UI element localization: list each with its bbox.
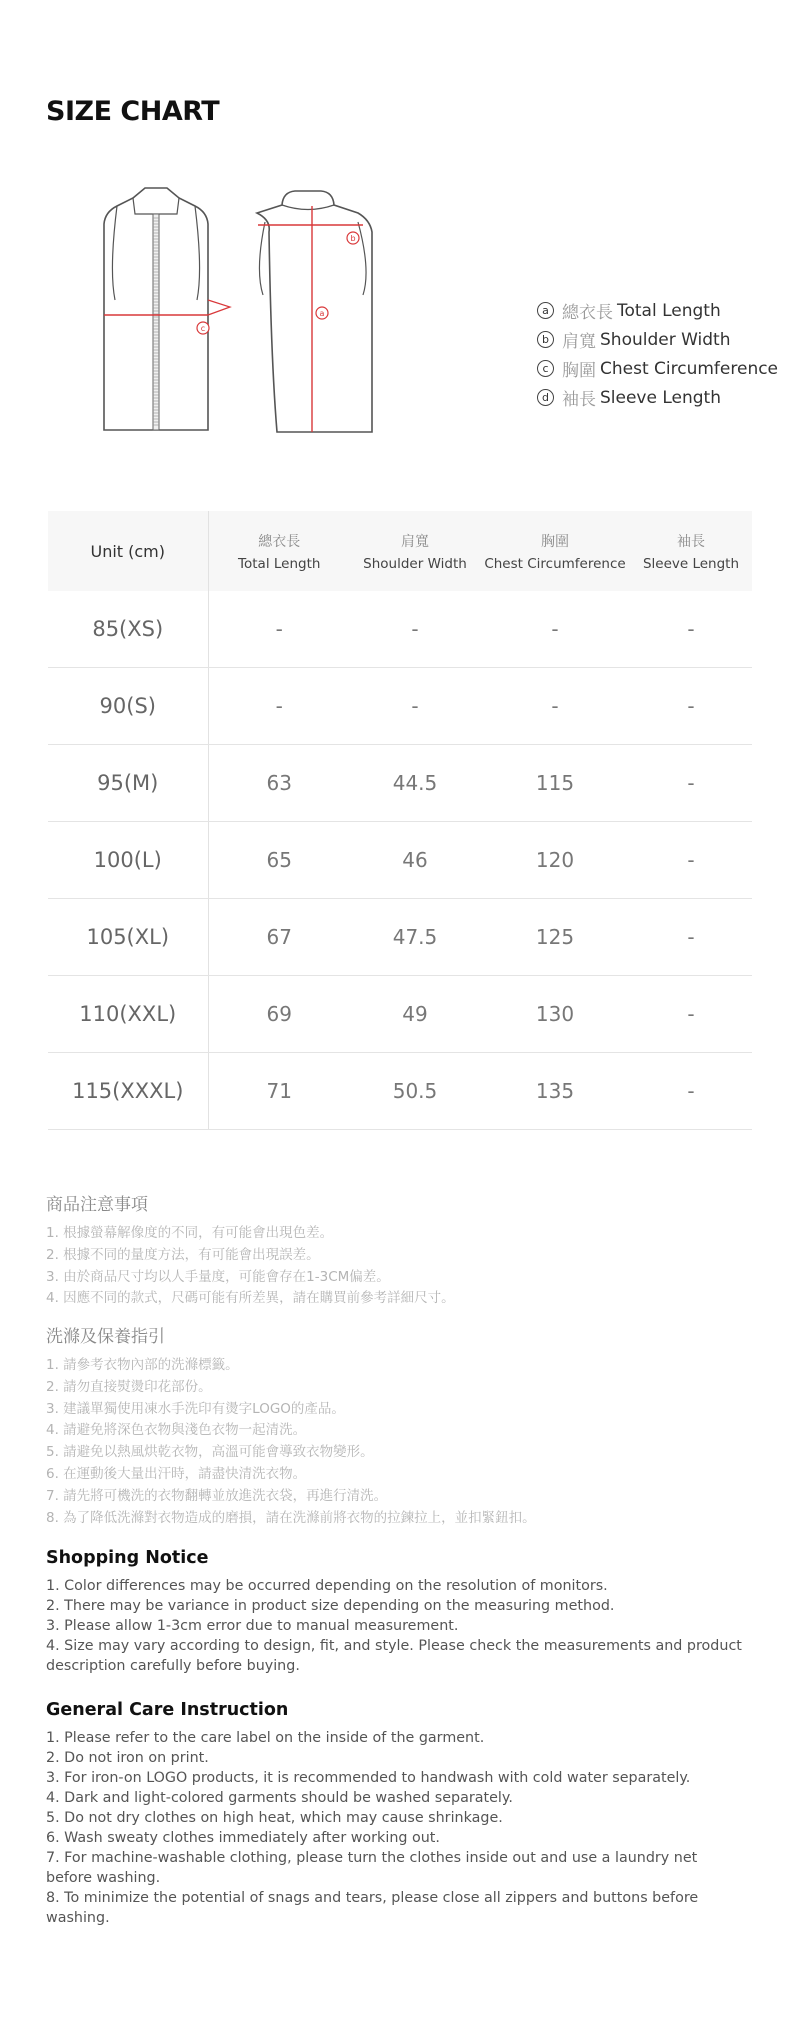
front-zipper	[153, 214, 159, 430]
table-cell: -	[630, 822, 752, 899]
legend-item-shoulder-width	[537, 325, 778, 354]
legend-label-en: Sleeve Length	[600, 387, 721, 408]
table-header-row	[48, 511, 752, 591]
table-cell: 67	[208, 899, 350, 976]
mark-a-badge	[316, 307, 328, 319]
table-row	[48, 668, 752, 745]
list-item: 2. Do not iron on print.	[46, 1750, 209, 1766]
list-item: 8. To minimize the potential of snags and tears, please close all zippers and buttons before washing.	[46, 1890, 699, 1926]
list-item: 4. 因應不同的款式，尺碼可能有所差異，請在購買前參考詳細尺寸。	[46, 1290, 455, 1307]
table-cell: 125	[480, 899, 630, 976]
table-cell: -	[630, 668, 752, 745]
table-cell: -	[630, 976, 752, 1053]
list-item: 5. 請避免以熱風烘乾衣物，高溫可能會導致衣物變形。	[46, 1444, 374, 1461]
table-cell: 115	[480, 745, 630, 822]
list-item: 7. For machine-washable clothing, please turn the clothes inside out and use a laundry net before washing.	[46, 1850, 698, 1886]
column-header-zh: 肩寬	[401, 533, 429, 550]
table-row	[48, 745, 752, 822]
table-cell: 44.5	[350, 745, 480, 822]
size-cell: 115(XXXL)	[48, 1053, 208, 1130]
chest-measure-tail	[208, 300, 230, 315]
measurement-legend	[537, 296, 778, 412]
list-item: 3. For iron-on LOGO products, it is recommended to handwash with cold water separately.	[46, 1770, 691, 1786]
table-row	[48, 976, 752, 1053]
list-item: 3. Please allow 1-3cm error due to manual measurement.	[46, 1618, 459, 1634]
column-header-en: Sleeve Length	[642, 555, 740, 572]
list-item: 2. There may be variance in product size depending on the measuring method.	[46, 1598, 615, 1614]
table-row	[48, 1053, 752, 1130]
list-item: 1. 根據螢幕解像度的不同，有可能會出現色差。	[46, 1225, 334, 1241]
table-cell: 49	[350, 976, 480, 1053]
legend-label-en: Total Length	[617, 300, 721, 321]
table-cell: -	[630, 899, 752, 976]
legend-badge: b	[537, 331, 554, 348]
section-title: Shopping Notice	[46, 1548, 209, 1568]
table-cell: 50.5	[350, 1053, 480, 1130]
unit-header: Unit (cm)	[48, 511, 208, 591]
column-header-total-length	[208, 511, 350, 591]
shopping-notice-zh	[46, 1190, 746, 1310]
list-item: 3. 建議單獨使用凍水手洗印有燙字LOGO的產品。	[46, 1400, 345, 1417]
legend-badge: c	[537, 360, 554, 377]
care-instruction-en	[46, 1700, 746, 1928]
list-item: 2. 請勿直接熨燙印花部份。	[46, 1378, 212, 1395]
section-title: 商品注意事項	[46, 1195, 148, 1215]
size-table	[48, 511, 752, 1130]
vest-back-illustration	[257, 191, 372, 432]
table-cell: -	[630, 591, 752, 668]
table-cell: -	[208, 591, 350, 668]
list-item: 3. 由於商品尺寸均以人手量度，可能會存在1-3CM偏差。	[46, 1268, 390, 1285]
list-item: 1. 請參考衣物內部的洗滌標籤。	[46, 1357, 239, 1373]
table-cell: 71	[208, 1053, 350, 1130]
legend-label-zh: 袖長	[562, 390, 596, 410]
table-cell: 65	[208, 822, 350, 899]
table-row	[48, 822, 752, 899]
table-row	[48, 591, 752, 668]
mark-c-label: c	[200, 324, 206, 333]
legend-label-en: Chest Circumference	[600, 358, 779, 379]
table-row	[48, 899, 752, 976]
legend-label-zh: 胸圍	[562, 361, 596, 381]
column-header-zh: 胸圍	[541, 533, 569, 550]
mark-b-badge	[347, 232, 359, 244]
column-header-zh: 總衣長	[258, 533, 301, 550]
legend-label-zh: 肩寬	[562, 332, 596, 352]
column-header-en: Shoulder Width	[363, 555, 467, 572]
size-cell: 100(L)	[48, 822, 208, 899]
table-cell: -	[480, 591, 630, 668]
shopping-notice-en	[46, 1548, 746, 1676]
table-cell: 46	[350, 822, 480, 899]
size-cell: 110(XXL)	[48, 976, 208, 1053]
column-header-zh: 袖長	[677, 533, 705, 550]
list-item: 7. 請先將可機洗的衣物翻轉並放進洗衣袋，再進行清洗。	[46, 1487, 388, 1504]
list-item: 4. Dark and light-colored garments should be washed separately.	[46, 1790, 513, 1806]
table-cell: -	[480, 668, 630, 745]
vest-measurement-diagram	[95, 180, 425, 450]
column-header-en: Total Length	[238, 555, 321, 572]
table-cell: 69	[208, 976, 350, 1053]
mark-c-badge	[197, 322, 209, 334]
mark-a-label: a	[319, 309, 325, 318]
list-item: 1. Color differences may be occurred depending on the resolution of monitors.	[46, 1578, 608, 1594]
legend-item-chest-circumference	[537, 354, 778, 383]
column-header-sleeve-length	[630, 511, 752, 591]
legend-item-total-length	[537, 296, 778, 325]
mark-b-label: b	[350, 234, 356, 243]
legend-badge: a	[537, 302, 554, 319]
page-title: SIZE CHART	[46, 96, 220, 127]
table-cell: -	[350, 591, 480, 668]
table-cell: -	[208, 668, 350, 745]
list-item: 5. Do not dry clothes on high heat, which may cause shrinkage.	[46, 1810, 503, 1826]
table-cell: 120	[480, 822, 630, 899]
list-item: 4. 請避免將深色衣物與淺色衣物一起清洗。	[46, 1422, 307, 1439]
size-cell: 90(S)	[48, 668, 208, 745]
table-cell: -	[350, 668, 480, 745]
size-cell: 105(XL)	[48, 899, 208, 976]
list-item: 6. 在運動後大量出汗時，請盡快清洗衣物。	[46, 1465, 307, 1482]
table-cell: -	[630, 1053, 752, 1130]
legend-badge: d	[537, 389, 554, 406]
column-header-en: Chest Circumference	[484, 555, 626, 572]
list-item: 4. Size may vary according to design, fit, and style. Please check the measurements and product description carefully before buying.	[46, 1638, 742, 1674]
legend-label-en: Shoulder Width	[600, 329, 731, 350]
list-item: 6. Wash sweaty clothes immediately after working out.	[46, 1830, 440, 1846]
table-cell: 63	[208, 745, 350, 822]
legend-item-sleeve-length	[537, 383, 778, 412]
care-instruction-zh	[46, 1322, 746, 1529]
table-cell: 47.5	[350, 899, 480, 976]
section-title: 洗滌及保養指引	[46, 1327, 165, 1347]
table-cell: -	[630, 745, 752, 822]
list-item: 8. 為了降低洗滌對衣物造成的磨損，請在洗滌前將衣物的拉鍊拉上，並扣緊鈕扣。	[46, 1509, 536, 1526]
table-cell: 130	[480, 976, 630, 1053]
section-title: General Care Instruction	[46, 1700, 289, 1720]
list-item: 1. Please refer to the care label on the inside of the garment.	[46, 1730, 485, 1746]
size-cell: 85(XS)	[48, 591, 208, 668]
list-item: 2. 根據不同的量度方法，有可能會出現誤差。	[46, 1246, 320, 1263]
column-header-shoulder-width	[350, 511, 480, 591]
legend-label-zh: 總衣長	[562, 303, 613, 323]
size-cell: 95(M)	[48, 745, 208, 822]
table-cell: 135	[480, 1053, 630, 1130]
column-header-chest-circumference	[480, 511, 630, 591]
